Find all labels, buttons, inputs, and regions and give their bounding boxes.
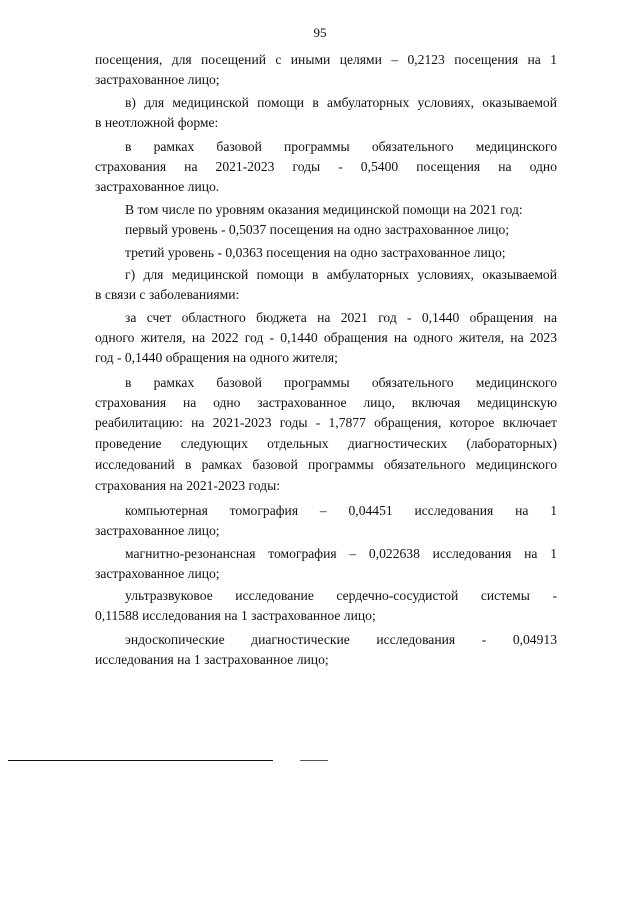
paragraph: в неотложной форме: bbox=[95, 115, 219, 130]
paragraph: в) для медицинской помощи в амбулаторных условиях, оказываемой bbox=[125, 95, 557, 110]
paragraph: В том числе по уровням оказания медицинской помощи на 2021 год: bbox=[125, 202, 523, 217]
paragraph: страхования на 2021-2023 годы: bbox=[95, 478, 280, 493]
footnote-separator bbox=[8, 760, 273, 761]
paragraph: страхования на 2021-2023 годы - 0,5400 посещения на одно bbox=[95, 159, 557, 174]
page-number: 95 bbox=[313, 25, 327, 40]
paragraph: застрахованное лицо; bbox=[95, 566, 220, 581]
paragraph: 0,11588 исследования на 1 застрахованное лицо; bbox=[95, 608, 376, 623]
paragraph: посещения, для посещений с иными целями – 0,2123 посещения на 1 bbox=[95, 52, 557, 67]
paragraph: исследования на 1 застрахованное лицо; bbox=[95, 652, 329, 667]
paragraph: компьютерная томография – 0,04451 исследования на 1 bbox=[125, 503, 557, 518]
paragraph: эндоскопические диагностические исследования - 0,04913 bbox=[125, 632, 557, 647]
paragraph: г) для медицинской помощи в амбулаторных условиях, оказываемой bbox=[125, 267, 557, 282]
paragraph: реабилитацию: на 2021-2023 годы - 1,7877 обращения, которое включает bbox=[95, 415, 557, 430]
paragraph: первый уровень - 0,5037 посещения на одно застрахованное лицо; bbox=[125, 222, 510, 237]
paragraph: проведение следующих отдельных диагностических (лабораторных) bbox=[95, 436, 557, 451]
paragraph: в рамках базовой программы обязательного медицинского bbox=[125, 139, 557, 154]
footnote-mark bbox=[300, 760, 328, 761]
paragraph: ультразвуковое исследование сердечно-сосудистой системы - bbox=[125, 588, 557, 603]
paragraph: магнитно-резонансная томография – 0,022638 исследования на 1 bbox=[125, 546, 557, 561]
paragraph: третий уровень - 0,0363 посещения на одно застрахованное лицо; bbox=[125, 245, 506, 260]
paragraph: год - 0,1440 обращения на одного жителя; bbox=[95, 350, 338, 365]
paragraph: исследований в рамках базовой программы обязательного медицинского bbox=[95, 457, 557, 472]
paragraph: застрахованное лицо; bbox=[95, 72, 220, 87]
paragraph: в рамках базовой программы обязательного медицинского bbox=[125, 375, 557, 390]
paragraph: одного жителя, на 2022 год - 0,1440 обращения на одного жителя, на 2023 bbox=[95, 330, 557, 345]
paragraph: страхования на одно застрахованное лицо, включая медицинскую bbox=[95, 395, 557, 410]
paragraph: застрахованное лицо. bbox=[95, 179, 220, 194]
paragraph: в связи с заболеваниями: bbox=[95, 287, 240, 302]
paragraph: за счет областного бюджета на 2021 год - 0,1440 обращения на bbox=[125, 310, 557, 325]
paragraph: застрахованное лицо; bbox=[95, 523, 220, 538]
